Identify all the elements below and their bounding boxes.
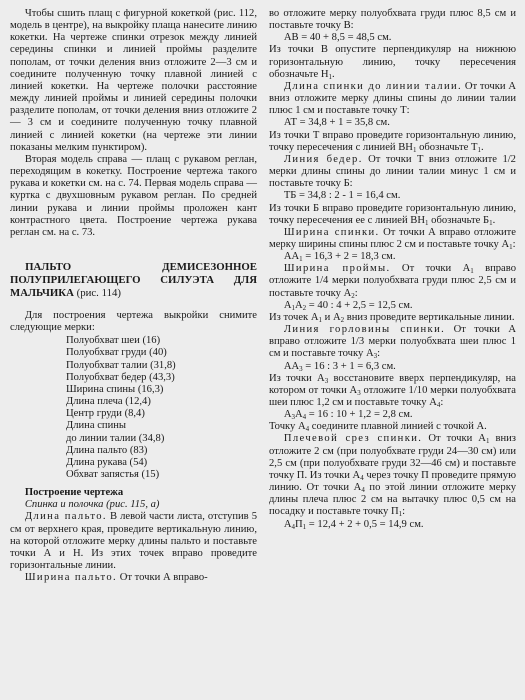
term-hip-line: Линия бедер.: [283, 153, 363, 165]
text: и А: [321, 311, 341, 323]
text: = 16,3 + 2 = 18,3 см.: [302, 251, 396, 263]
text: А: [294, 299, 303, 311]
subscript: 1: [328, 72, 333, 81]
text: = 40 : 4 + 2,5 = 12,5 см.: [306, 299, 413, 311]
formula-tb: ТБ = 34,8 : 2 - 1 = 16,4 см.: [283, 190, 401, 202]
text: отложите 1/10 мерки полуобхвата шеи плюс 1,2 см и поставьте точку А: [269, 384, 517, 408]
left-column: [10, 8, 257, 584]
subscript: 3: [291, 413, 295, 422]
measurements-intro: Для построения чертежа выкройки снимите следующие мерки:: [10, 309, 257, 334]
subscript: 3: [299, 364, 303, 373]
term-shoulder: Плечевой срез спинки.: [283, 433, 423, 445]
text: От точки А вниз отложите мерку длины спины до линии талии плюс 1 см и поставьте точку Т:: [269, 80, 516, 117]
subscript: 1: [489, 218, 493, 227]
subscript: 2: [340, 315, 345, 324]
paragraph-coat-length-text: В левой части листа, отступив 5 см от верхнего края, проведите вертикальную линию, на которой отложите мерку длины пальто и поставьте точки А и Н. Из этих точек вправо проведите горизонтальные линии.: [10, 511, 257, 572]
formula-ab: АВ = 40 + 8,5 = 48,5 см.: [283, 32, 392, 44]
text: От точки А: [390, 263, 471, 275]
subscript: 1: [398, 510, 403, 519]
text: :: [377, 348, 381, 360]
formula-a3a4: [269, 409, 516, 421]
text: вниз проведите вертикальные линии.: [344, 311, 515, 323]
subscript: 1: [302, 522, 307, 531]
measurement-item: Длина пальто (83): [66, 444, 148, 456]
text: = 16 : 3 + 1 = 6,3 см.: [302, 360, 396, 372]
section-heading-coat: [10, 261, 257, 300]
text: П: [294, 518, 303, 530]
subscript: 2: [302, 303, 307, 312]
measurement-item: Ширина спины (16,3): [66, 383, 164, 395]
paragraph-point-b1: [269, 203, 516, 227]
subscript: 4: [361, 486, 365, 495]
text: Из точки Б вправо проведите горизонтальную линию, точку пересечения ее с линией ВН: [269, 202, 516, 226]
subscript: 3: [373, 352, 378, 361]
subscript: 2: [351, 291, 355, 300]
formula-aa1: [269, 251, 516, 263]
paragraph-hip-line: [269, 154, 516, 190]
text: Из точки В опустите перпендикуляр на нижнюю горизонтальную линию, точку пересечения обозначьте Н: [269, 44, 516, 80]
section-heading-coat-title: ПАЛЬТО ДЕМИСЕЗОННОЕ ПОЛУПРИЛЕГАЮЩЕГО СИЛУЭТА ДЛЯ МАЛЬЧИКА: [10, 260, 257, 299]
subscript: 1: [318, 315, 322, 324]
text: Из точки А: [269, 372, 325, 384]
subscript: 1: [425, 218, 429, 227]
paragraph-coat-width: [10, 572, 257, 584]
term-neckline: Линия горловины спинки.: [283, 324, 446, 336]
text: Точку А: [269, 421, 306, 433]
text: :: [402, 506, 406, 518]
formula-at: АТ = 34,8 + 1 = 35,8 см.: [283, 117, 390, 129]
text: А: [283, 409, 292, 421]
text: через точку П проведите прямую линию. От точки А: [269, 469, 517, 494]
term-coat-length: Длина пальто.: [24, 511, 107, 523]
text: Из точек А: [269, 311, 319, 323]
paragraph-yoke-cloak: Чтобы сшить плащ с фигурной кокеткой (рис. 112, модель в центре), на выкройку плаща нанесите линию кокетки. На чертеже спинки отрезок между линией середины спинки и линией проймы разделите пополам, от точки деления вниз отложите 2—3 см и соедините полученную точку плавной линией с линией кокетки. На чертеже полочки расстояние между линией проймы и линией середины полочки разделите пополам, от точки деления вниз отложите 2 — 3 см и соедините полученную точку плавной линией с линией кокетки (на чертеже эти линии показаны мелким пунктиром).: [10, 8, 257, 153]
text: А: [283, 299, 292, 311]
text: восстановите вверх перпендикуляр, на котором от точки А: [269, 372, 516, 396]
subscript: 1: [477, 145, 481, 154]
paragraph-neckline: [269, 324, 516, 360]
term-armhole-width: Ширина проймы.: [283, 263, 391, 275]
subscript: 4: [305, 425, 310, 434]
measurement-item: Полуобхват талии (31,8): [66, 359, 176, 371]
subheading-construction: Построение чертежа: [24, 487, 124, 499]
subscript: 3: [357, 388, 361, 397]
text: = 16 : 10 + 1,2 = 2,8 см.: [306, 409, 413, 421]
text: От точки Т вниз отложите 1/2 мерки длины спины до линии талии минус 1 см и поставьте точку Б:: [269, 153, 516, 190]
right-column: [269, 8, 516, 531]
subscript: 1: [291, 303, 295, 312]
paragraph-point-n1: [269, 44, 516, 80]
text: .: [492, 214, 496, 226]
subscript: 1: [299, 255, 303, 264]
text: .: [480, 141, 484, 153]
text: От точки А вправо отложите 1/3 мерки полуобхвата шеи плюс 1 см и поставьте точку А: [269, 324, 516, 360]
text: обозначьте Т: [416, 141, 478, 153]
measurements-list: [10, 335, 257, 481]
text: вниз отложите 2 см (при полуобхвате груди 24—30 см) или 2,5 см (при полуобхвате груди 32—46 см) и поставьте точку П. Из точки А: [269, 433, 516, 481]
subscript: 1: [509, 242, 513, 251]
paragraph-back-width: [269, 227, 516, 251]
text: АА: [283, 360, 300, 372]
measurement-item: Длина спины: [66, 420, 127, 432]
subscript: 1: [412, 145, 417, 154]
paragraph-shoulder: [269, 433, 516, 518]
text: соедините плавной линией с точкой А.: [309, 421, 487, 433]
subheading-back-front: Спинка и полочка (рис. 115, а): [24, 499, 160, 511]
measurement-item: до линии талии (34,8): [66, 432, 165, 444]
paragraph-back-length: [269, 81, 516, 117]
text: Из точки Т вправо проведите горизонтальную линию, точку пересечения с линией ВН: [269, 129, 516, 153]
paragraph-continuation: во отложите мерку полуобхвата груди плюс 8,5 см и поставьте точку В:: [269, 8, 516, 32]
subscript: 4: [302, 413, 307, 422]
text: От точки А: [422, 433, 486, 445]
subscript: 3: [324, 376, 329, 385]
text: = 12,4 + 2 + 0,5 = 14,9 см.: [306, 518, 424, 530]
measurement-item: Полуобхват шеи (16): [66, 335, 161, 347]
measurement-item: Обхват запястья (15): [66, 469, 160, 480]
measurement-item: Полуобхват груди (40): [66, 347, 167, 359]
text: От точки А вправо отложите мерку ширины спины плюс 2 см и поставьте точку А: [269, 226, 517, 250]
text: :: [512, 238, 516, 250]
paragraph-coat-width-text: От точки А вправо-: [117, 572, 208, 584]
measurement-item: Центр груди (8,4): [66, 408, 145, 420]
paragraph-raglan-models: Вторая модель справа — плащ с рукавом реглан, переходящим в кокетку. Построение чертежа такого рукава и кокетки см. на с. 74. Первая модель справа — куртка с двухшовным рукавом реглан. По средней линии рукава и линии проймы проложен кант контрастного цвета. Построение чертежа рукава реглан см. на с. 73.: [10, 153, 257, 238]
term-coat-width: Ширина пальто.: [24, 572, 118, 584]
formula-a1a2: [269, 300, 516, 312]
term-back-width: Ширина спинки.: [283, 226, 380, 238]
paragraph-vertical-lines: [269, 312, 516, 324]
section-heading-coat-figure-ref: (рис. 114): [73, 286, 121, 299]
subscript: 4: [360, 473, 364, 482]
formula-aa3: [269, 361, 516, 373]
measurement-item: Длина рукава (54): [66, 456, 148, 468]
paragraph-connect-a4: [269, 421, 516, 433]
text: обозначьте Б: [428, 214, 490, 226]
subscript: 4: [436, 401, 441, 409]
subscript: 4: [291, 522, 295, 531]
subscript: 1: [470, 267, 474, 276]
paragraph-coat-length: [10, 511, 257, 572]
term-back-length: Длина спинки до линии талии.: [283, 80, 463, 92]
measurement-item: Полуобхват бедер (43,3): [66, 371, 175, 383]
text: А: [294, 409, 303, 421]
text: по этой линии отложите мерку длины плеча плюс 2 см на вытачку плюс 0,5 см на посадку и поставьте точку П: [269, 482, 516, 518]
text: АА: [283, 251, 300, 263]
paragraph-armhole-width: [269, 263, 516, 299]
text: :: [440, 397, 444, 408]
text: .: [332, 68, 335, 80]
paragraph-point-a4: [269, 373, 516, 409]
formula-a4p1: [269, 519, 516, 531]
subscript: 1: [485, 437, 490, 446]
measurement-item: Длина плеча (12,4): [66, 396, 151, 408]
paragraph-point-t1: [269, 130, 516, 154]
text: А: [283, 518, 292, 530]
text: :: [354, 287, 358, 299]
text: вправо отложите 1/4 мерки полуобхвата груди плюс 2,5 см и поставьте точку А: [269, 263, 516, 299]
